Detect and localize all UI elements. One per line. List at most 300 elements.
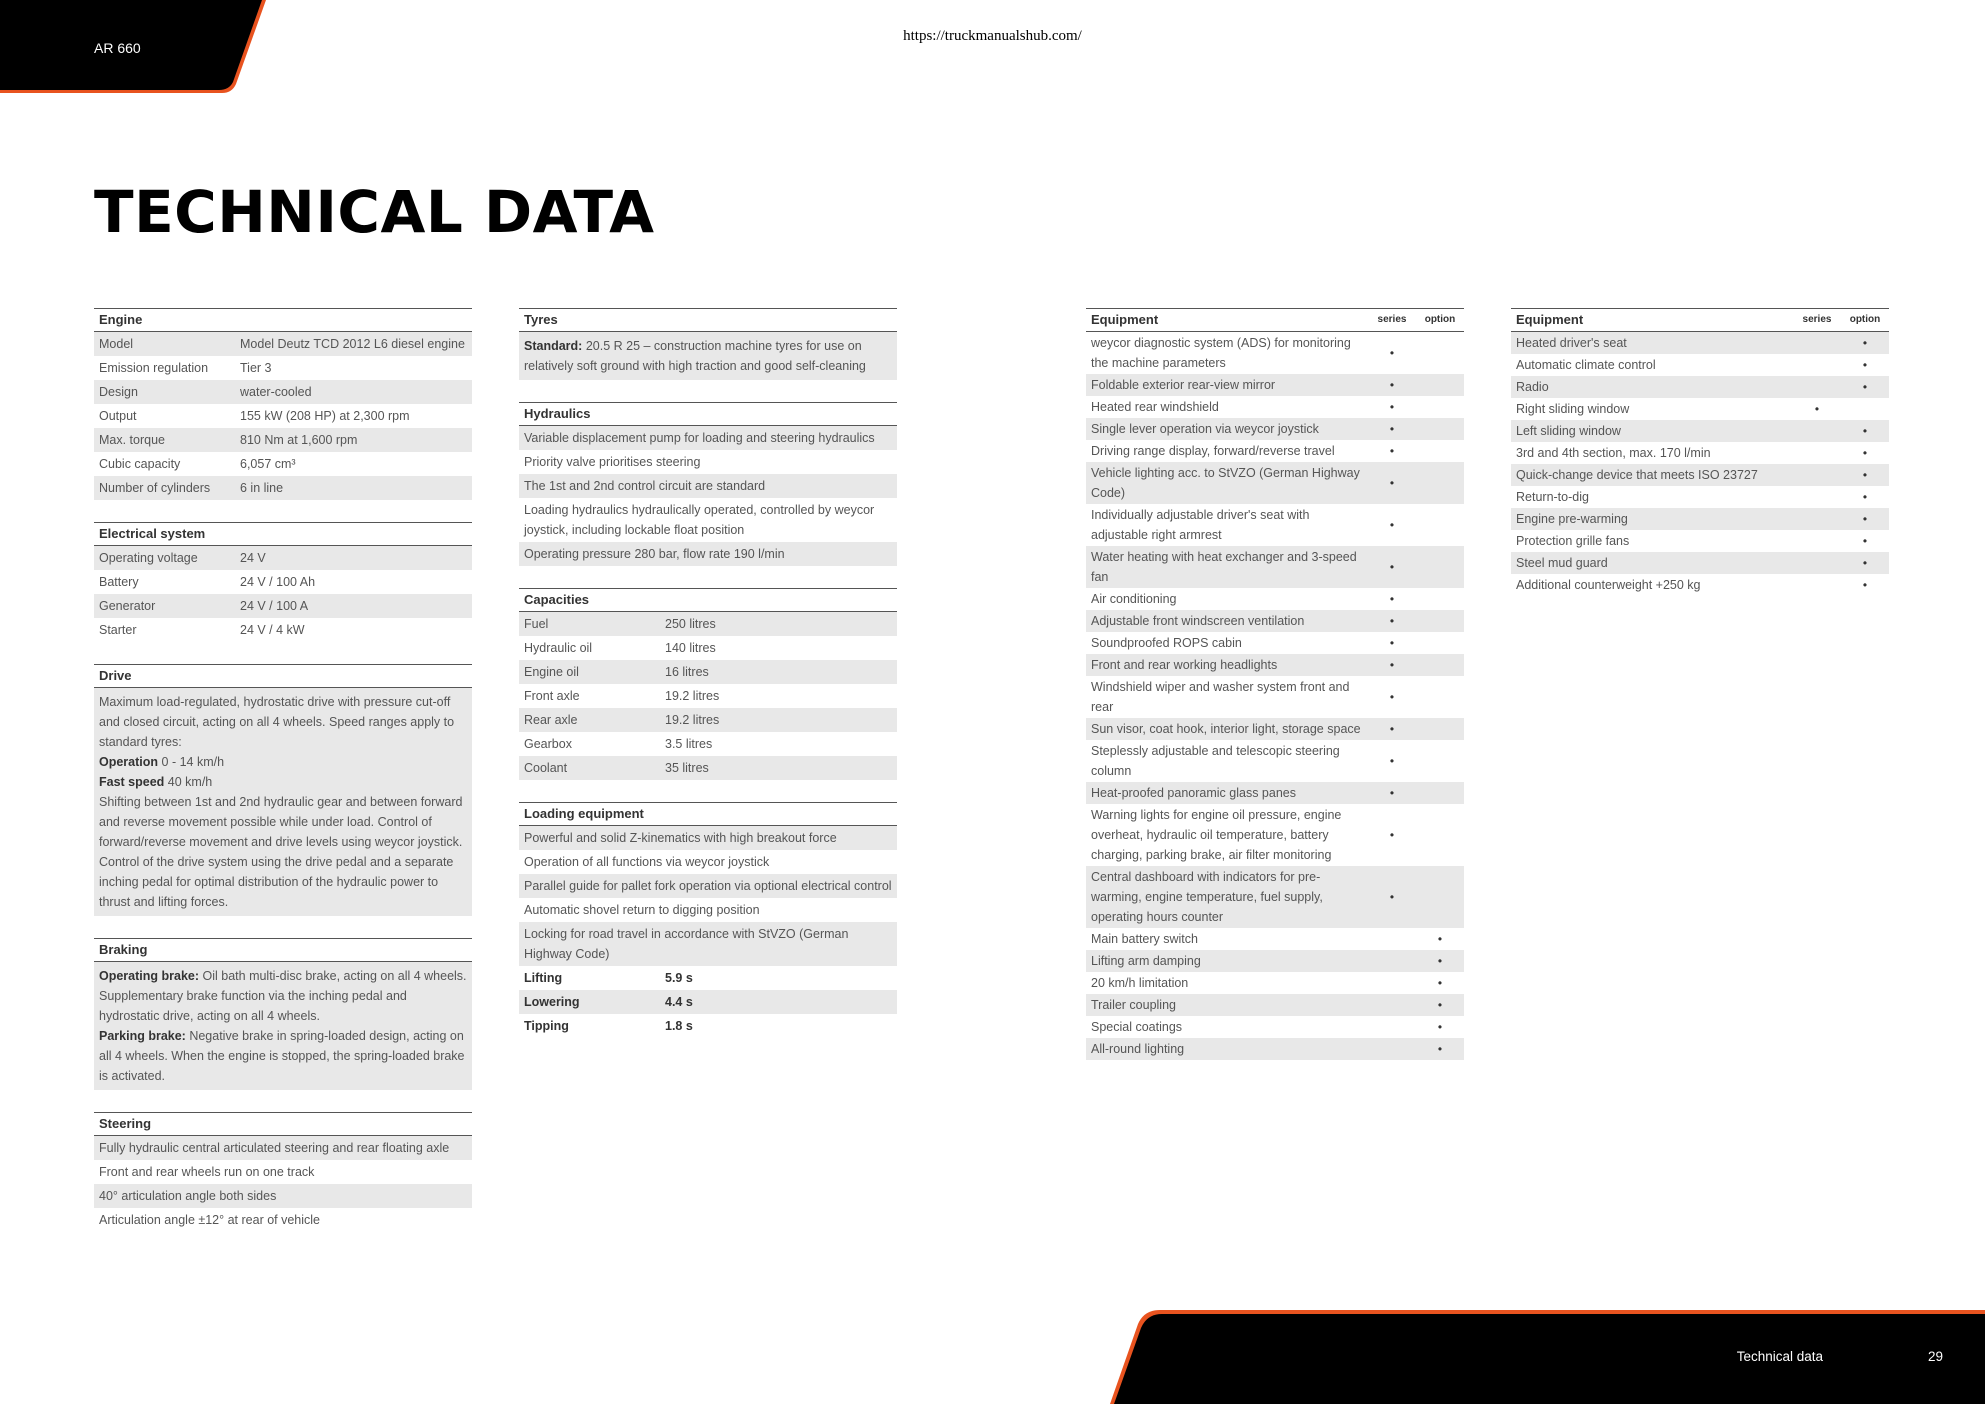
option-mark: [1416, 633, 1464, 653]
series-mark: [1368, 719, 1416, 739]
series-dot-icon: •: [1389, 722, 1395, 736]
column-2: [519, 308, 897, 1060]
option-mark: [1416, 375, 1464, 395]
equipment-title: Equipment: [1091, 312, 1159, 327]
operating-brake-text: Oil bath multi-disc brake, acting on all 4 wheels. Supplementary brake function via the inching pedal and hydrostatic drive, acting on all 4 wheels.: [99, 969, 467, 1023]
hydraulics-heading: Hydraulics: [519, 402, 897, 426]
series-mark: [1368, 633, 1416, 653]
row-value: 4.4 s: [665, 995, 693, 1009]
table-row: [519, 732, 897, 756]
row-label: Lifting: [524, 971, 563, 985]
tyres-value: 20.5 R 25 – construction machine tyres for use on relatively soft ground with high traction and good self-cleaning: [524, 339, 866, 373]
row-label: Number of cylinders: [99, 481, 211, 495]
row-label: Hydraulic oil: [524, 641, 593, 655]
footer-tab-shape: [1110, 1306, 1985, 1404]
option-mark: [1841, 333, 1889, 353]
option-mark: [1416, 611, 1464, 631]
model-name: AR 660: [94, 40, 141, 56]
equipment-title: Equipment: [1516, 312, 1584, 327]
equipment-name: Warning lights for engine oil pressure, engine overheat, hydraulic oil temperature, battery charging, parking brake, air filter monitoring: [1091, 808, 1342, 862]
equipment-name: Main battery switch: [1091, 932, 1198, 946]
equipment-name: All-round lighting: [1091, 1042, 1185, 1056]
series-dot-icon: •: [1389, 690, 1395, 704]
equipment-row: [1511, 398, 1889, 420]
equipment-row: [1511, 442, 1889, 464]
equipment-name: Left sliding window: [1516, 424, 1621, 438]
row-value: 19.2 litres: [665, 689, 720, 703]
drive-fast-value: 40 km/h: [167, 775, 213, 789]
series-dot-icon: •: [1389, 422, 1395, 436]
option-mark: [1416, 589, 1464, 609]
option-mark: [1841, 487, 1889, 507]
equipment-row: [1086, 950, 1464, 972]
loading-section: [519, 802, 897, 1038]
option-mark: [1841, 553, 1889, 573]
equipment-name: Adjustable front windscreen ventilation: [1091, 614, 1305, 628]
equipment-name: Front and rear working headlights: [1091, 658, 1278, 672]
equipment-name: Lifting arm damping: [1091, 954, 1201, 968]
equipment-name: Individually adjustable driver's seat with adjustable right armrest: [1091, 508, 1310, 542]
row-value: 250 litres: [665, 617, 716, 631]
row-label: Rear axle: [524, 713, 578, 727]
option-column-header: option: [1849, 314, 1881, 325]
equipment-name: Additional counterweight +250 kg: [1516, 578, 1701, 592]
equipment-row: [1511, 376, 1889, 398]
equipment-name: Trailer coupling: [1091, 998, 1176, 1012]
series-mark: [1368, 1017, 1416, 1037]
equipment-name: Windshield wiper and washer system front and rear: [1091, 680, 1350, 714]
table-row: [94, 570, 472, 594]
row-value: 24 V / 4 kW: [240, 623, 305, 637]
table-row: [94, 476, 472, 500]
capacities-table: [519, 612, 897, 780]
series-mark: [1368, 397, 1416, 417]
capacities-section: [519, 588, 897, 780]
series-mark: [1368, 951, 1416, 971]
series-mark: [1368, 677, 1416, 717]
option-mark: [1416, 951, 1464, 971]
option-dot-icon: •: [1862, 424, 1868, 438]
series-mark: [1793, 333, 1841, 353]
option-mark: [1841, 443, 1889, 463]
option-dot-icon: •: [1862, 578, 1868, 592]
equipment-row: [1086, 972, 1464, 994]
option-mark: [1841, 421, 1889, 441]
list-item-text: Powerful and solid Z-kinematics with high breakout force: [524, 831, 837, 845]
row-label: Operating voltage: [99, 551, 198, 565]
equipment-name: Right sliding window: [1516, 402, 1630, 416]
list-item: [519, 850, 897, 874]
equipment-row: [1086, 928, 1464, 950]
series-dot-icon: •: [1389, 890, 1395, 904]
list-item-text: Operation of all functions via weycor joystick: [524, 855, 770, 869]
series-mark: [1368, 505, 1416, 545]
series-dot-icon: •: [1389, 560, 1395, 574]
equipment-name: Air conditioning: [1091, 592, 1177, 606]
list-item-text: Loading hydraulics hydraulically operated, controlled by weycor joystick, including lockable float position: [524, 503, 875, 537]
equipment-row: [1511, 530, 1889, 552]
list-item-text: The 1st and 2nd control circuit are standard: [524, 479, 766, 493]
equipment-row: [1086, 718, 1464, 740]
list-item: [519, 898, 897, 922]
series-mark: [1793, 487, 1841, 507]
equipment-list-2: [1511, 332, 1889, 596]
equipment-heading-1: [1086, 308, 1464, 332]
row-value: 5.9 s: [665, 971, 693, 985]
series-mark: [1793, 531, 1841, 551]
series-mark: [1793, 443, 1841, 463]
table-row: [519, 756, 897, 780]
row-value: 3.5 litres: [665, 737, 713, 751]
series-dot-icon: •: [1389, 754, 1395, 768]
equipment-row: [1086, 332, 1464, 374]
option-dot-icon: •: [1862, 468, 1868, 482]
row-value: 140 litres: [665, 641, 716, 655]
equipment-name: 3rd and 4th section, max. 170 l/min: [1516, 446, 1711, 460]
row-label: Model: [99, 337, 134, 351]
list-item: [94, 1184, 472, 1208]
row-label: Output: [99, 409, 137, 423]
option-mark: [1841, 377, 1889, 397]
equipment-row: [1511, 354, 1889, 376]
series-column-header: series: [1377, 314, 1407, 325]
option-dot-icon: •: [1862, 556, 1868, 570]
series-mark: [1793, 509, 1841, 529]
braking-heading: Braking: [94, 938, 472, 962]
option-dot-icon: •: [1862, 380, 1868, 394]
equipment-heading-2: [1511, 308, 1889, 332]
table-row: [519, 990, 897, 1014]
equipment-name: Special coatings: [1091, 1020, 1183, 1034]
source-url[interactable]: https://truckmanualshub.com/: [903, 28, 1082, 44]
option-mark: [1416, 505, 1464, 545]
option-mark: [1416, 783, 1464, 803]
equipment-row: [1511, 486, 1889, 508]
equipment-row: [1511, 574, 1889, 596]
page-number: 29: [1927, 1349, 1943, 1364]
table-row: [519, 660, 897, 684]
row-label: Tipping: [524, 1019, 569, 1033]
equipment-row: [1511, 464, 1889, 486]
tyres-section: [519, 308, 897, 380]
option-mark: [1416, 677, 1464, 717]
row-value: 16 litres: [665, 665, 709, 679]
table-row: [519, 1014, 897, 1038]
series-dot-icon: •: [1389, 828, 1395, 842]
option-mark: [1416, 973, 1464, 993]
row-label: Max. torque: [99, 433, 166, 447]
row-label: Fuel: [524, 617, 549, 631]
series-mark: [1368, 333, 1416, 373]
table-row: [94, 404, 472, 428]
parking-brake: [99, 1026, 467, 1086]
list-item-text: Fully hydraulic central articulated steering and rear floating axle: [99, 1141, 450, 1155]
series-mark: [1368, 867, 1416, 927]
option-dot-icon: •: [1437, 954, 1443, 968]
operating-brake-label: Operating brake:: [99, 969, 200, 983]
row-value: Model Deutz TCD 2012 L6 diesel engine: [240, 337, 465, 351]
equipment-list-1: [1086, 332, 1464, 1060]
option-mark: [1416, 929, 1464, 949]
equipment-name: Return-to-dig: [1516, 490, 1589, 504]
drive-outro: Shifting between 1st and 2nd hydraulic gear and between forward and reverse movement possible while under load. Control of forward/reverse movement and drive levels using weycor joystick. Control of the drive system using the drive pedal and a separate inching pedal for optimal distribution of the hydraulic power to thrust and lifting forces.: [99, 795, 463, 909]
equipment-name: Central dashboard with indicators for pre-warming, engine temperature, fuel supply, operating hours counter: [1091, 870, 1323, 924]
series-mark: [1793, 377, 1841, 397]
series-mark: [1368, 611, 1416, 631]
row-value: 24 V / 100 Ah: [240, 575, 316, 589]
engine-heading: Engine: [94, 308, 472, 332]
equipment-row: [1086, 654, 1464, 676]
hydraulics-section: [519, 402, 897, 566]
drive-fast-label: Fast speed: [99, 775, 165, 789]
option-mark: [1416, 463, 1464, 503]
table-row: [94, 618, 472, 642]
table-row: [519, 684, 897, 708]
option-mark: [1841, 575, 1889, 595]
list-item: [519, 474, 897, 498]
option-mark: [1416, 333, 1464, 373]
series-mark: [1368, 589, 1416, 609]
braking-text: [94, 962, 472, 1090]
series-mark: [1793, 553, 1841, 573]
series-dot-icon: •: [1814, 402, 1820, 416]
series-mark: [1368, 805, 1416, 865]
series-mark: [1368, 995, 1416, 1015]
row-value: water-cooled: [240, 385, 312, 399]
list-item-text: Front and rear wheels run on one track: [99, 1165, 315, 1179]
series-column-header: series: [1802, 314, 1832, 325]
steering-section: [94, 1112, 472, 1232]
equipment-name: 20 km/h limitation: [1091, 976, 1189, 990]
option-dot-icon: •: [1862, 336, 1868, 350]
option-mark: [1416, 547, 1464, 587]
row-value: Tier 3: [240, 361, 272, 375]
equipment-name: Radio: [1516, 380, 1549, 394]
list-item: [94, 1208, 472, 1232]
list-item-text: Locking for road travel in accordance with StVZO (German Highway Code): [524, 927, 849, 961]
equipment-row: [1086, 396, 1464, 418]
series-mark: [1368, 973, 1416, 993]
equipment-name: Water heating with heat exchanger and 3-speed fan: [1091, 550, 1357, 584]
row-value: 35 litres: [665, 761, 709, 775]
equipment-name: Heat-proofed panoramic glass panes: [1091, 786, 1296, 800]
row-value: 6,057 cm³: [240, 457, 296, 471]
equipment-row: [1086, 632, 1464, 654]
option-dot-icon: •: [1437, 1020, 1443, 1034]
option-dot-icon: •: [1862, 446, 1868, 460]
equipment-row: [1086, 1038, 1464, 1060]
option-dot-icon: •: [1862, 358, 1868, 372]
option-dot-icon: •: [1862, 512, 1868, 526]
row-value: 24 V: [240, 551, 266, 565]
loading-heading: Loading equipment: [519, 802, 897, 826]
series-mark: [1368, 741, 1416, 781]
electrical-heading: Electrical system: [94, 522, 472, 546]
operating-brake: [99, 966, 467, 1026]
page-title: TECHNICAL DATA: [94, 178, 655, 246]
option-dot-icon: •: [1437, 976, 1443, 990]
option-mark: [1416, 1017, 1464, 1037]
equipment-row: [1086, 866, 1464, 928]
option-mark: [1416, 397, 1464, 417]
steering-heading: Steering: [94, 1112, 472, 1136]
equipment-row: [1511, 420, 1889, 442]
series-dot-icon: •: [1389, 346, 1395, 360]
equipment-row: [1086, 440, 1464, 462]
equipment-name: Steel mud guard: [1516, 556, 1608, 570]
equipment-name: Protection grille fans: [1516, 534, 1630, 548]
row-label: Emission regulation: [99, 361, 209, 375]
row-label: Design: [99, 385, 138, 399]
list-item: [94, 1136, 472, 1160]
row-label: Cubic capacity: [99, 457, 181, 471]
row-value: 19.2 litres: [665, 713, 720, 727]
list-item: [519, 498, 897, 542]
steering-list: [94, 1136, 472, 1232]
equipment-row: [1086, 418, 1464, 440]
series-mark: [1793, 399, 1841, 419]
list-item: [519, 922, 897, 966]
table-row: [94, 428, 472, 452]
list-item: [519, 450, 897, 474]
option-mark: [1416, 441, 1464, 461]
series-dot-icon: •: [1389, 636, 1395, 650]
row-value: 1.8 s: [665, 1019, 693, 1033]
option-mark: [1416, 805, 1464, 865]
series-dot-icon: •: [1389, 658, 1395, 672]
drive-fast: [99, 772, 467, 792]
equipment-name: Sun visor, coat hook, interior light, storage space: [1091, 722, 1361, 736]
hydraulics-list: [519, 426, 897, 566]
option-mark: [1416, 1039, 1464, 1059]
equipment-name: Engine pre-warming: [1516, 512, 1628, 526]
series-dot-icon: •: [1389, 476, 1395, 490]
equipment-name: Vehicle lighting acc. to StVZO (German Highway Code): [1091, 466, 1360, 500]
drive-operation: [99, 752, 467, 772]
parking-brake-label: Parking brake:: [99, 1029, 186, 1043]
list-item-text: Operating pressure 280 bar, flow rate 190 l/min: [524, 547, 785, 561]
list-item: [519, 874, 897, 898]
column-3: [1086, 308, 1464, 1060]
equipment-row: [1086, 782, 1464, 804]
table-row: [519, 636, 897, 660]
option-mark: [1841, 509, 1889, 529]
option-mark: [1416, 995, 1464, 1015]
equipment-name: Heated rear windshield: [1091, 400, 1219, 414]
equipment-name: Steplessly adjustable and telescopic steering column: [1091, 744, 1340, 778]
engine-section: [94, 308, 472, 500]
column-1: [94, 308, 472, 1254]
series-mark: [1368, 419, 1416, 439]
row-value: 6 in line: [240, 481, 284, 495]
row-label: Engine oil: [524, 665, 579, 679]
equipment-row: [1086, 610, 1464, 632]
list-item-text: Variable displacement pump for loading and steering hydraulics: [524, 431, 875, 445]
tyres-heading: Tyres: [519, 308, 897, 332]
series-mark: [1793, 355, 1841, 375]
option-mark: [1841, 465, 1889, 485]
option-mark: [1416, 719, 1464, 739]
footer-tab: [1110, 1306, 1985, 1404]
row-label: Front axle: [524, 689, 580, 703]
series-mark: [1368, 1039, 1416, 1059]
table-row: [519, 708, 897, 732]
equipment-name: Soundproofed ROPS cabin: [1091, 636, 1242, 650]
series-mark: [1368, 655, 1416, 675]
equipment-row: [1511, 508, 1889, 530]
option-mark: [1841, 531, 1889, 551]
list-item-text: 40° articulation angle both sides: [99, 1189, 277, 1203]
drive-text: [94, 688, 472, 916]
equipment-name: Single lever operation via weycor joystick: [1091, 422, 1319, 436]
equipment-row: [1086, 462, 1464, 504]
equipment-row: [1086, 504, 1464, 546]
row-label: Gearbox: [524, 737, 572, 751]
equipment-name: Quick-change device that meets ISO 23727: [1516, 468, 1758, 482]
option-mark: [1416, 741, 1464, 781]
series-dot-icon: •: [1389, 518, 1395, 532]
row-value: 155 kW (208 HP) at 2,300 rpm: [240, 409, 410, 423]
equipment-row: [1086, 994, 1464, 1016]
equipment-row: [1086, 740, 1464, 782]
table-row: [94, 332, 472, 356]
column-4: [1511, 308, 1889, 596]
equipment-name: Foldable exterior rear-view mirror: [1091, 378, 1276, 392]
equipment-row: [1086, 374, 1464, 396]
electrical-table: [94, 546, 472, 642]
option-dot-icon: •: [1437, 932, 1443, 946]
table-row: [519, 612, 897, 636]
row-label: Coolant: [524, 761, 568, 775]
series-mark: [1368, 375, 1416, 395]
option-dot-icon: •: [1437, 998, 1443, 1012]
loading-list: [519, 826, 897, 1038]
option-dot-icon: •: [1437, 1042, 1443, 1056]
drive-intro: Maximum load-regulated, hydrostatic drive with pressure cut-off and closed circuit, acting on all 4 wheels. Speed ranges apply to standard tyres:: [99, 695, 455, 749]
series-mark: [1368, 783, 1416, 803]
list-item: [519, 426, 897, 450]
series-dot-icon: •: [1389, 400, 1395, 414]
option-dot-icon: •: [1862, 490, 1868, 504]
list-item: [519, 826, 897, 850]
row-label: Generator: [99, 599, 156, 613]
option-mark: [1416, 655, 1464, 675]
option-mark: [1416, 867, 1464, 927]
table-row: [519, 966, 897, 990]
series-mark: [1368, 463, 1416, 503]
equipment-row: [1511, 332, 1889, 354]
row-label: Lowering: [524, 995, 580, 1009]
row-value: 810 Nm at 1,600 rpm: [240, 433, 358, 447]
equipment-name: Driving range display, forward/reverse travel: [1091, 444, 1335, 458]
series-mark: [1793, 421, 1841, 441]
list-item-text: Automatic shovel return to digging position: [524, 903, 760, 917]
equipment-name: weycor diagnostic system (ADS) for monitoring the machine parameters: [1091, 336, 1351, 370]
series-mark: [1368, 441, 1416, 461]
equipment-row: [1086, 588, 1464, 610]
tyres-text: [519, 332, 897, 380]
table-row: [94, 380, 472, 404]
equipment-row: [1511, 552, 1889, 574]
series-mark: [1368, 929, 1416, 949]
table-row: [94, 594, 472, 618]
tyres-label: Standard:: [524, 339, 583, 353]
table-row: [94, 452, 472, 476]
equipment-name: Automatic climate control: [1516, 358, 1656, 372]
drive-section: [94, 664, 472, 916]
equipment-row: [1086, 1016, 1464, 1038]
capacities-heading: Capacities: [519, 588, 897, 612]
